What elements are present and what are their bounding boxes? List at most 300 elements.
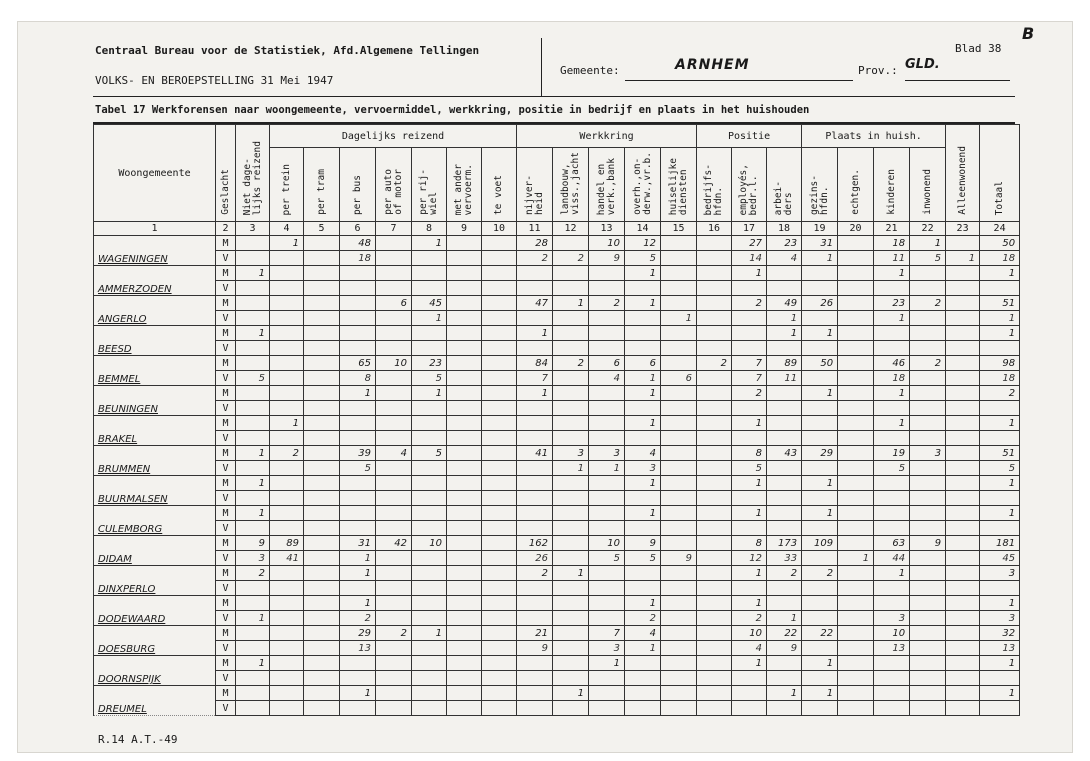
table-cell bbox=[732, 581, 767, 596]
table-row bbox=[94, 491, 1020, 506]
table-cell bbox=[447, 401, 482, 416]
table-cell bbox=[517, 611, 553, 626]
column-number: 22 bbox=[910, 222, 946, 236]
table-cell bbox=[376, 596, 412, 611]
table-cell: 1 bbox=[236, 506, 270, 521]
table-cell bbox=[517, 491, 553, 506]
table-cell bbox=[482, 251, 517, 266]
table-cell bbox=[697, 581, 732, 596]
table-cell bbox=[661, 626, 697, 641]
table-cell: 8 bbox=[732, 446, 767, 461]
table-cell: 1 bbox=[802, 386, 838, 401]
table-cell bbox=[412, 506, 447, 521]
table-cell bbox=[553, 401, 589, 416]
table-cell bbox=[517, 281, 553, 296]
table-cell bbox=[236, 686, 270, 701]
table-cell bbox=[553, 326, 589, 341]
table-cell bbox=[946, 461, 980, 476]
table-cell: 2 bbox=[553, 251, 589, 266]
table-cell: 1 bbox=[340, 566, 376, 581]
table-cell bbox=[910, 311, 946, 326]
col-ander-vervoer: met ander vervoerm. bbox=[447, 148, 482, 222]
sex-code: V bbox=[216, 491, 236, 506]
table-cell: 5 bbox=[236, 371, 270, 386]
table-cell bbox=[874, 656, 910, 671]
table-cell: 10 bbox=[732, 626, 767, 641]
table-cell bbox=[304, 506, 340, 521]
woongemeente-name: DODEWAARD bbox=[94, 596, 216, 626]
table-cell bbox=[482, 476, 517, 491]
table-cell bbox=[412, 491, 447, 506]
table-cell bbox=[589, 281, 625, 296]
table-cell bbox=[517, 686, 553, 701]
table-cell bbox=[910, 326, 946, 341]
table-cell bbox=[376, 581, 412, 596]
table-cell bbox=[304, 416, 340, 431]
table-cell bbox=[376, 671, 412, 686]
table-cell bbox=[697, 431, 732, 446]
table-cell bbox=[980, 701, 1020, 716]
table-cell bbox=[838, 431, 874, 446]
table-cell bbox=[270, 641, 304, 656]
table-cell bbox=[412, 611, 447, 626]
table-row bbox=[94, 656, 1020, 671]
table-cell bbox=[304, 446, 340, 461]
table-cell bbox=[270, 326, 304, 341]
table-cell bbox=[553, 371, 589, 386]
table-cell bbox=[482, 491, 517, 506]
table-cell: 1 bbox=[625, 371, 661, 386]
sex-code: M bbox=[216, 236, 236, 251]
col-arbeiders: arbei- ders bbox=[767, 148, 802, 222]
woongemeente-name: BEUNINGEN bbox=[94, 386, 216, 416]
table-cell bbox=[697, 611, 732, 626]
table-cell bbox=[412, 416, 447, 431]
table-cell bbox=[589, 431, 625, 446]
table-cell bbox=[270, 281, 304, 296]
table-cell bbox=[838, 491, 874, 506]
table-cell bbox=[304, 401, 340, 416]
table-cell: 29 bbox=[802, 446, 838, 461]
table-cell bbox=[946, 296, 980, 311]
table-cell bbox=[910, 656, 946, 671]
table-cell bbox=[625, 566, 661, 581]
table-cell bbox=[270, 461, 304, 476]
table-cell bbox=[946, 641, 980, 656]
table-cell: 1 bbox=[802, 686, 838, 701]
sex-code: M bbox=[216, 446, 236, 461]
table-cell bbox=[412, 701, 447, 716]
table-cell: 41 bbox=[517, 446, 553, 461]
table-cell bbox=[946, 416, 980, 431]
table-cell: 1 bbox=[236, 446, 270, 461]
table-cell bbox=[340, 701, 376, 716]
table-cell bbox=[447, 461, 482, 476]
table-cell bbox=[553, 671, 589, 686]
table-cell bbox=[304, 626, 340, 641]
table-cell: 1 bbox=[732, 476, 767, 491]
table-cell bbox=[980, 491, 1020, 506]
table-cell bbox=[304, 611, 340, 626]
column-number: 5 bbox=[304, 222, 340, 236]
table-cell: 7 bbox=[732, 371, 767, 386]
table-cell bbox=[946, 581, 980, 596]
blad-number: Blad 38 bbox=[955, 42, 1002, 55]
table-cell: 13 bbox=[874, 641, 910, 656]
table-cell bbox=[910, 401, 946, 416]
table-cell: 6 bbox=[589, 356, 625, 371]
group-positie: Positie bbox=[697, 125, 802, 148]
table-cell bbox=[589, 326, 625, 341]
table-cell bbox=[447, 371, 482, 386]
table-cell bbox=[270, 671, 304, 686]
table-cell bbox=[447, 641, 482, 656]
table-row bbox=[94, 701, 1020, 716]
table-cell bbox=[376, 266, 412, 281]
table-cell bbox=[412, 686, 447, 701]
table-cell: 23 bbox=[874, 296, 910, 311]
table-cell bbox=[482, 596, 517, 611]
table-cell bbox=[802, 266, 838, 281]
table-cell bbox=[697, 641, 732, 656]
prov-line bbox=[905, 80, 1010, 81]
table-cell bbox=[838, 341, 874, 356]
table-cell: 5 bbox=[340, 461, 376, 476]
table-cell bbox=[910, 341, 946, 356]
column-number: 13 bbox=[589, 222, 625, 236]
table-cell: 4 bbox=[625, 626, 661, 641]
table-cell: 41 bbox=[270, 551, 304, 566]
woongemeente-name: BUURMALSEN bbox=[94, 476, 216, 506]
woongemeente-name: BEESD bbox=[94, 326, 216, 356]
table-cell: 31 bbox=[340, 536, 376, 551]
table-row bbox=[94, 566, 1020, 581]
table-cell bbox=[946, 266, 980, 281]
table-cell bbox=[376, 251, 412, 266]
table-cell bbox=[802, 551, 838, 566]
table-cell bbox=[697, 401, 732, 416]
table-cell bbox=[732, 401, 767, 416]
table-cell bbox=[553, 476, 589, 491]
table-cell bbox=[482, 446, 517, 461]
table-cell bbox=[412, 581, 447, 596]
table-cell bbox=[802, 281, 838, 296]
table-cell bbox=[625, 671, 661, 686]
table-cell bbox=[838, 701, 874, 716]
table-cell: 1 bbox=[980, 506, 1020, 521]
table-cell bbox=[412, 326, 447, 341]
table-cell bbox=[340, 341, 376, 356]
column-number: 11 bbox=[517, 222, 553, 236]
table-row bbox=[94, 506, 1020, 521]
col-per-bus: per bus bbox=[340, 148, 376, 222]
table-cell bbox=[304, 311, 340, 326]
table-cell bbox=[910, 371, 946, 386]
table-cell bbox=[447, 581, 482, 596]
table-cell: 1 bbox=[625, 641, 661, 656]
table-cell bbox=[447, 521, 482, 536]
table-cell bbox=[447, 491, 482, 506]
sex-code: M bbox=[216, 416, 236, 431]
table-cell bbox=[482, 506, 517, 521]
table-cell bbox=[767, 461, 802, 476]
table-cell: 5 bbox=[625, 251, 661, 266]
sex-code: V bbox=[216, 251, 236, 266]
table-cell: 1 bbox=[767, 311, 802, 326]
table-cell bbox=[482, 566, 517, 581]
table-cell: 45 bbox=[412, 296, 447, 311]
table-cell bbox=[304, 641, 340, 656]
table-cell: 42 bbox=[376, 536, 412, 551]
table-cell bbox=[236, 341, 270, 356]
table-cell bbox=[376, 386, 412, 401]
table-cell bbox=[270, 296, 304, 311]
table-cell bbox=[236, 416, 270, 431]
table-cell bbox=[236, 386, 270, 401]
form-code: R.14 A.T.-49 bbox=[98, 733, 178, 746]
table-cell: 14 bbox=[732, 251, 767, 266]
table-cell bbox=[802, 611, 838, 626]
table-row bbox=[94, 326, 1020, 341]
column-number: 19 bbox=[802, 222, 838, 236]
table-cell bbox=[447, 431, 482, 446]
table-cell bbox=[946, 386, 980, 401]
table-cell bbox=[838, 476, 874, 491]
table-cell bbox=[376, 281, 412, 296]
column-number: 23 bbox=[946, 222, 980, 236]
table-cell bbox=[482, 701, 517, 716]
table-cell bbox=[270, 431, 304, 446]
table-cell bbox=[304, 551, 340, 566]
table-cell bbox=[270, 491, 304, 506]
table-cell: 23 bbox=[412, 356, 447, 371]
table-cell bbox=[946, 596, 980, 611]
table-cell bbox=[910, 521, 946, 536]
woongemeente-name: DOORNSPIJK bbox=[94, 656, 216, 686]
table-cell: 9 bbox=[661, 551, 697, 566]
table-cell: 5 bbox=[874, 461, 910, 476]
table-cell bbox=[625, 581, 661, 596]
table-cell bbox=[661, 536, 697, 551]
table-cell: 1 bbox=[412, 236, 447, 251]
prov-value: GLD. bbox=[905, 57, 940, 72]
table-cell: 12 bbox=[732, 551, 767, 566]
table-cell: 109 bbox=[802, 536, 838, 551]
table-cell bbox=[412, 656, 447, 671]
table-cell bbox=[802, 371, 838, 386]
table-cell bbox=[802, 701, 838, 716]
table-cell: 1 bbox=[553, 461, 589, 476]
table-cell bbox=[236, 701, 270, 716]
table-row bbox=[94, 626, 1020, 641]
table-cell bbox=[517, 506, 553, 521]
sex-code: M bbox=[216, 536, 236, 551]
table-cell bbox=[767, 341, 802, 356]
table-cell bbox=[732, 281, 767, 296]
table-cell bbox=[767, 266, 802, 281]
table-cell bbox=[661, 581, 697, 596]
table-cell bbox=[482, 281, 517, 296]
column-number: 10 bbox=[482, 222, 517, 236]
table-cell: 1 bbox=[732, 566, 767, 581]
table-cell bbox=[910, 566, 946, 581]
sex-code: M bbox=[216, 566, 236, 581]
woongemeente-name: DREUMEL bbox=[94, 686, 216, 716]
table-cell bbox=[270, 581, 304, 596]
table-cell bbox=[236, 431, 270, 446]
column-number: 17 bbox=[732, 222, 767, 236]
table-cell bbox=[270, 701, 304, 716]
sex-code: V bbox=[216, 371, 236, 386]
table-cell bbox=[589, 386, 625, 401]
table-cell bbox=[910, 581, 946, 596]
table-cell bbox=[874, 341, 910, 356]
table-cell bbox=[340, 581, 376, 596]
table-cell bbox=[447, 536, 482, 551]
table-cell bbox=[553, 521, 589, 536]
table-cell bbox=[589, 686, 625, 701]
table-cell bbox=[553, 626, 589, 641]
table-cell bbox=[340, 491, 376, 506]
table-cell: 1 bbox=[732, 416, 767, 431]
table-cell bbox=[447, 686, 482, 701]
table-cell bbox=[838, 296, 874, 311]
table-cell bbox=[517, 401, 553, 416]
table-cell bbox=[412, 281, 447, 296]
table-cell bbox=[697, 326, 732, 341]
table-cell bbox=[980, 281, 1020, 296]
table-cell bbox=[874, 476, 910, 491]
table-cell bbox=[767, 281, 802, 296]
table-cell bbox=[661, 431, 697, 446]
table-cell: 9 bbox=[517, 641, 553, 656]
table-cell bbox=[767, 671, 802, 686]
table-cell: 1 bbox=[589, 461, 625, 476]
table-cell bbox=[767, 476, 802, 491]
table-cell bbox=[802, 401, 838, 416]
table-cell: 29 bbox=[340, 626, 376, 641]
table-cell bbox=[553, 416, 589, 431]
table-cell bbox=[802, 431, 838, 446]
table-cell bbox=[412, 521, 447, 536]
table-cell bbox=[304, 386, 340, 401]
table-cell bbox=[376, 611, 412, 626]
table-cell bbox=[517, 341, 553, 356]
table-row bbox=[94, 476, 1020, 491]
table-cell: 1 bbox=[340, 686, 376, 701]
table-cell bbox=[661, 266, 697, 281]
table-cell bbox=[304, 251, 340, 266]
column-number: 1 bbox=[94, 222, 216, 236]
table-cell bbox=[661, 416, 697, 431]
table-cell bbox=[697, 371, 732, 386]
table-cell bbox=[697, 446, 732, 461]
col-per-rijwiel: per rij- wiel bbox=[412, 148, 447, 222]
table-cell bbox=[910, 461, 946, 476]
table-cell: 2 bbox=[553, 356, 589, 371]
table-cell bbox=[980, 671, 1020, 686]
table-cell bbox=[661, 386, 697, 401]
table-cell: 5 bbox=[412, 446, 447, 461]
table-cell: 11 bbox=[767, 371, 802, 386]
table-cell bbox=[553, 506, 589, 521]
table-cell: 18 bbox=[980, 371, 1020, 386]
table-cell bbox=[376, 521, 412, 536]
column-number: 8 bbox=[412, 222, 447, 236]
table-cell: 1 bbox=[625, 476, 661, 491]
table-cell: 1 bbox=[802, 326, 838, 341]
table-cell bbox=[874, 326, 910, 341]
table-cell bbox=[236, 671, 270, 686]
table-cell bbox=[661, 611, 697, 626]
table-cell bbox=[838, 686, 874, 701]
sex-code: M bbox=[216, 296, 236, 311]
table-cell bbox=[767, 401, 802, 416]
table-row bbox=[94, 551, 1020, 566]
table-cell bbox=[412, 266, 447, 281]
table-cell bbox=[340, 506, 376, 521]
table-cell: 2 bbox=[697, 356, 732, 371]
table-cell bbox=[946, 536, 980, 551]
table-cell bbox=[553, 266, 589, 281]
table-cell bbox=[874, 701, 910, 716]
table-cell bbox=[482, 626, 517, 641]
table-cell bbox=[838, 626, 874, 641]
table-cell bbox=[910, 596, 946, 611]
table-cell: 10 bbox=[412, 536, 447, 551]
sex-code: M bbox=[216, 626, 236, 641]
table-cell: 3 bbox=[874, 611, 910, 626]
column-number: 21 bbox=[874, 222, 910, 236]
table-cell bbox=[482, 296, 517, 311]
table-cell bbox=[482, 536, 517, 551]
table-cell: 1 bbox=[946, 251, 980, 266]
table-cell: 1 bbox=[625, 266, 661, 281]
table-cell: 26 bbox=[517, 551, 553, 566]
table-cell bbox=[376, 701, 412, 716]
table-cell bbox=[482, 461, 517, 476]
table-cell bbox=[270, 611, 304, 626]
col-gezinshfdn: gezins- hfdn. bbox=[802, 148, 838, 222]
table-cell bbox=[802, 311, 838, 326]
table-cell: 1 bbox=[910, 236, 946, 251]
table-cell bbox=[874, 596, 910, 611]
table-cell bbox=[838, 536, 874, 551]
table-cell bbox=[697, 596, 732, 611]
table-cell bbox=[376, 461, 412, 476]
table-cell bbox=[910, 611, 946, 626]
table-cell bbox=[980, 581, 1020, 596]
table-cell: 47 bbox=[517, 296, 553, 311]
table-cell bbox=[589, 491, 625, 506]
table-cell bbox=[270, 476, 304, 491]
table-cell bbox=[517, 416, 553, 431]
table-cell: 10 bbox=[874, 626, 910, 641]
table-row bbox=[94, 341, 1020, 356]
table-cell bbox=[412, 671, 447, 686]
table-cell bbox=[910, 476, 946, 491]
table-cell: 2 bbox=[910, 356, 946, 371]
table-cell bbox=[553, 581, 589, 596]
table-cell bbox=[697, 521, 732, 536]
sex-code: V bbox=[216, 401, 236, 416]
table-cell bbox=[517, 656, 553, 671]
woongemeente-name: AMMERZODEN bbox=[94, 266, 216, 296]
table-cell bbox=[838, 521, 874, 536]
table-cell bbox=[270, 386, 304, 401]
column-number-row bbox=[94, 222, 1020, 236]
table-cell bbox=[482, 611, 517, 626]
